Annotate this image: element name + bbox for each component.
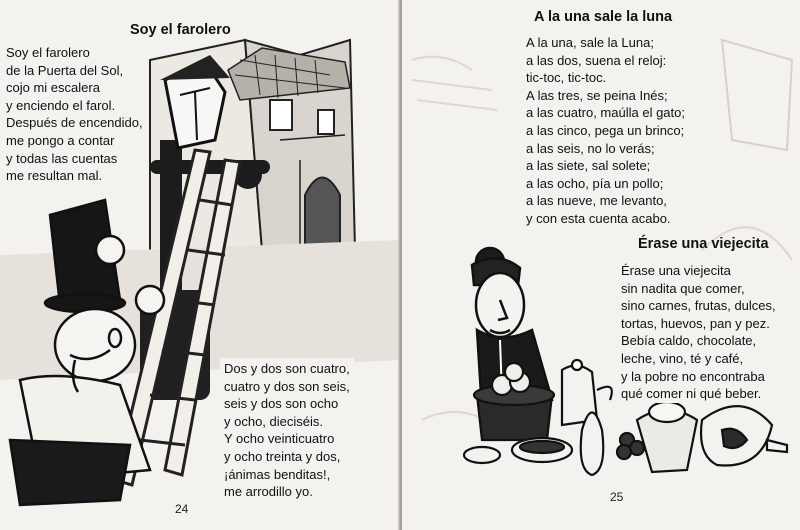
verse-line: A las tres, se peina Inés; — [526, 87, 668, 103]
verse-line: qué comer ni qué beber. — [621, 386, 762, 402]
verse-line: cuatro y dos son seis, — [224, 378, 350, 394]
verse-line: sin nadita que comer, — [621, 280, 745, 296]
verse-line: sino carnes, frutas, dulces, — [621, 298, 776, 314]
verse-line: a las cinco, pega un brinco; — [526, 122, 685, 138]
verse-line: Y ocho veinticuatro — [224, 431, 335, 447]
poem-stanza-1 — [6, 44, 143, 185]
verse-line: y todas las cuentas — [6, 150, 118, 166]
vase — [581, 413, 604, 476]
verse-line: tortas, huevos, pan y pez. — [621, 315, 770, 331]
verse-line: y ocho, dieciséis. — [224, 413, 323, 429]
archway — [305, 178, 340, 251]
verse-line: A la una, sale la Luna; — [526, 35, 654, 50]
poem-title: A la una sale la luna — [534, 9, 673, 25]
verse-line: cojo mi escalera — [6, 80, 100, 96]
verse-line: Después de encendido, — [6, 115, 143, 131]
verse-line: tic-toc, tic-toc. — [526, 70, 607, 86]
verse-line: y la pobre no encontraba — [621, 368, 765, 384]
face — [55, 309, 135, 381]
verse-line: Soy el farolero — [6, 45, 90, 60]
verse-line: y ocho treinta y dos, — [224, 448, 341, 464]
right-page — [402, 0, 800, 530]
poem-title: Soy el farolero — [130, 22, 231, 38]
verse-line: y con esta cuenta acabo. — [526, 210, 671, 226]
verse-line: Bebía caldo, chocolate, — [621, 333, 757, 349]
verse-line: me resultan mal. — [6, 168, 103, 184]
verse-line: a las ocho, pía un pollo; — [526, 175, 664, 191]
window — [318, 110, 334, 134]
verse-line: Érase una viejecita — [621, 263, 731, 278]
verse-line: a las seis, no lo verás; — [526, 140, 655, 156]
page-number: 25 — [610, 490, 624, 504]
poem-stanza-2 — [621, 262, 780, 403]
verse-line: leche, vino, té y café, — [621, 350, 744, 366]
poem-title: Érase una viejecita — [638, 236, 769, 252]
face — [476, 273, 524, 337]
verse-line: y enciendo el farol. — [6, 97, 116, 113]
verse-line: a las cuatro, maúlla el gato; — [526, 105, 685, 121]
verse-line: a las dos, suena el reloj: — [526, 52, 667, 68]
verse-line: a las siete, sal solete; — [526, 158, 651, 174]
verse-line: me arrodillo yo. — [224, 484, 313, 500]
verse-line: de la Puerta del Sol, — [6, 62, 124, 78]
page-number: 24 — [175, 502, 189, 516]
verse-line: Dos y dos son cuatro, — [224, 361, 350, 376]
poem-stanza-2 — [220, 358, 354, 503]
trousers — [10, 440, 130, 505]
verse-line: me pongo a contar — [6, 132, 115, 148]
verse-line: ¡ánimas benditas!, — [224, 466, 331, 482]
verse-line: a las nueve, me levanto, — [526, 193, 667, 209]
window — [270, 100, 292, 130]
verse-line: seis y dos son ocho — [224, 396, 339, 412]
